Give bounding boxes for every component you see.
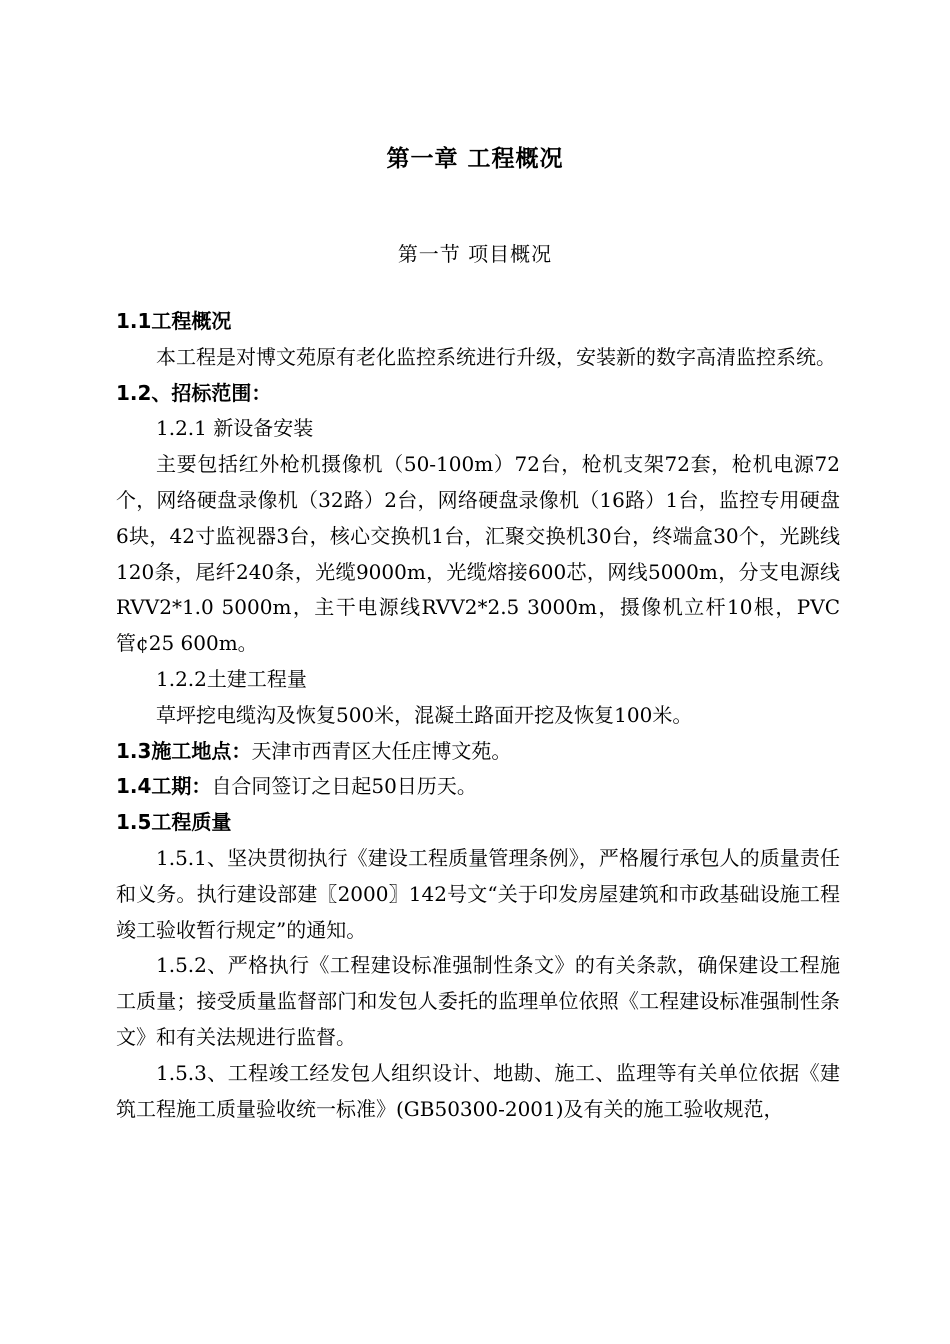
value-1-4: 自合同签订之日起50日历天。 [211, 774, 477, 799]
section-title: 第一节 项目概况 [397, 242, 553, 266]
paragraph-1-2-2: 草坪挖电缆沟及恢复500米，混凝土路面开挖及恢复100米。 [156, 702, 693, 727]
subheading-1-2-2: 1.2.2土建工程量 [156, 666, 307, 691]
paragraph-1-5-3: 1.5.3、工程竣工经发包人组织设计、地勘、施工、监理等有关单位依据《建筑工程施工质量验收统一标准》(GB50300-2001)及有关的施工验收规范， [116, 1060, 840, 1121]
paragraph-1-2-1: 主要包括红外枪机摄像机（50-100m）72台，枪机支架72套，枪机电源72个，网络硬盘录像机（32路）2台，网络硬盘录像机（16路）1台，监控专用硬盘6块，42寸监视器3台，核心交换机1台，汇聚交换机30台，终端盒30个，光跳线120条，尾纤240条，光缆9000m，光缆熔接600芯，网线5000m，分支电源线RVV2*1.0 5000m，主干电源线RVV2*2.5 3000m，摄像机立杆10根，PVC管¢25 600m。 [116, 452, 840, 656]
heading-1-1: 1.1工程概况 [116, 309, 232, 333]
heading-1-2: 1.2、招标范围： [116, 380, 272, 405]
subheading-1-2-1: 1.2.1 新设备安装 [156, 416, 314, 441]
paragraph-1-5-2: 1.5.2、严格执行《工程建设标准强制性条文》的有关条款，确保建设工程施工质量；接受质量监督部门和发包人委托的监理单位依照《工程建设标准强制性条文》和有关法规进行监督。 [116, 953, 840, 1049]
label-1-4: 1.4工期： [116, 774, 212, 799]
chapter-title: 第一章 工程概况 [386, 146, 564, 172]
label-1-3: 1.3施工地点： [116, 738, 252, 763]
paragraph-1-1: 本工程是对博文苑原有老化监控系统进行升级，安装新的数字高清监控系统。 [156, 344, 836, 369]
value-1-3: 天津市西青区大任庄博文苑。 [251, 738, 512, 763]
heading-1-5: 1.5工程质量 [116, 810, 232, 835]
line-1-4 [116, 769, 840, 805]
paragraph-1-5-1: 1.5.1、坚决贯彻执行《建设工程质量管理条例》，严格履行承包人的质量责任和义务。执行建设部建〖2000〗142号文“关于印发房屋建筑和市政基础设施工程竣工验收暂行规定”的通知。 [116, 845, 840, 942]
document-body [116, 304, 840, 1127]
line-1-3 [116, 734, 840, 770]
